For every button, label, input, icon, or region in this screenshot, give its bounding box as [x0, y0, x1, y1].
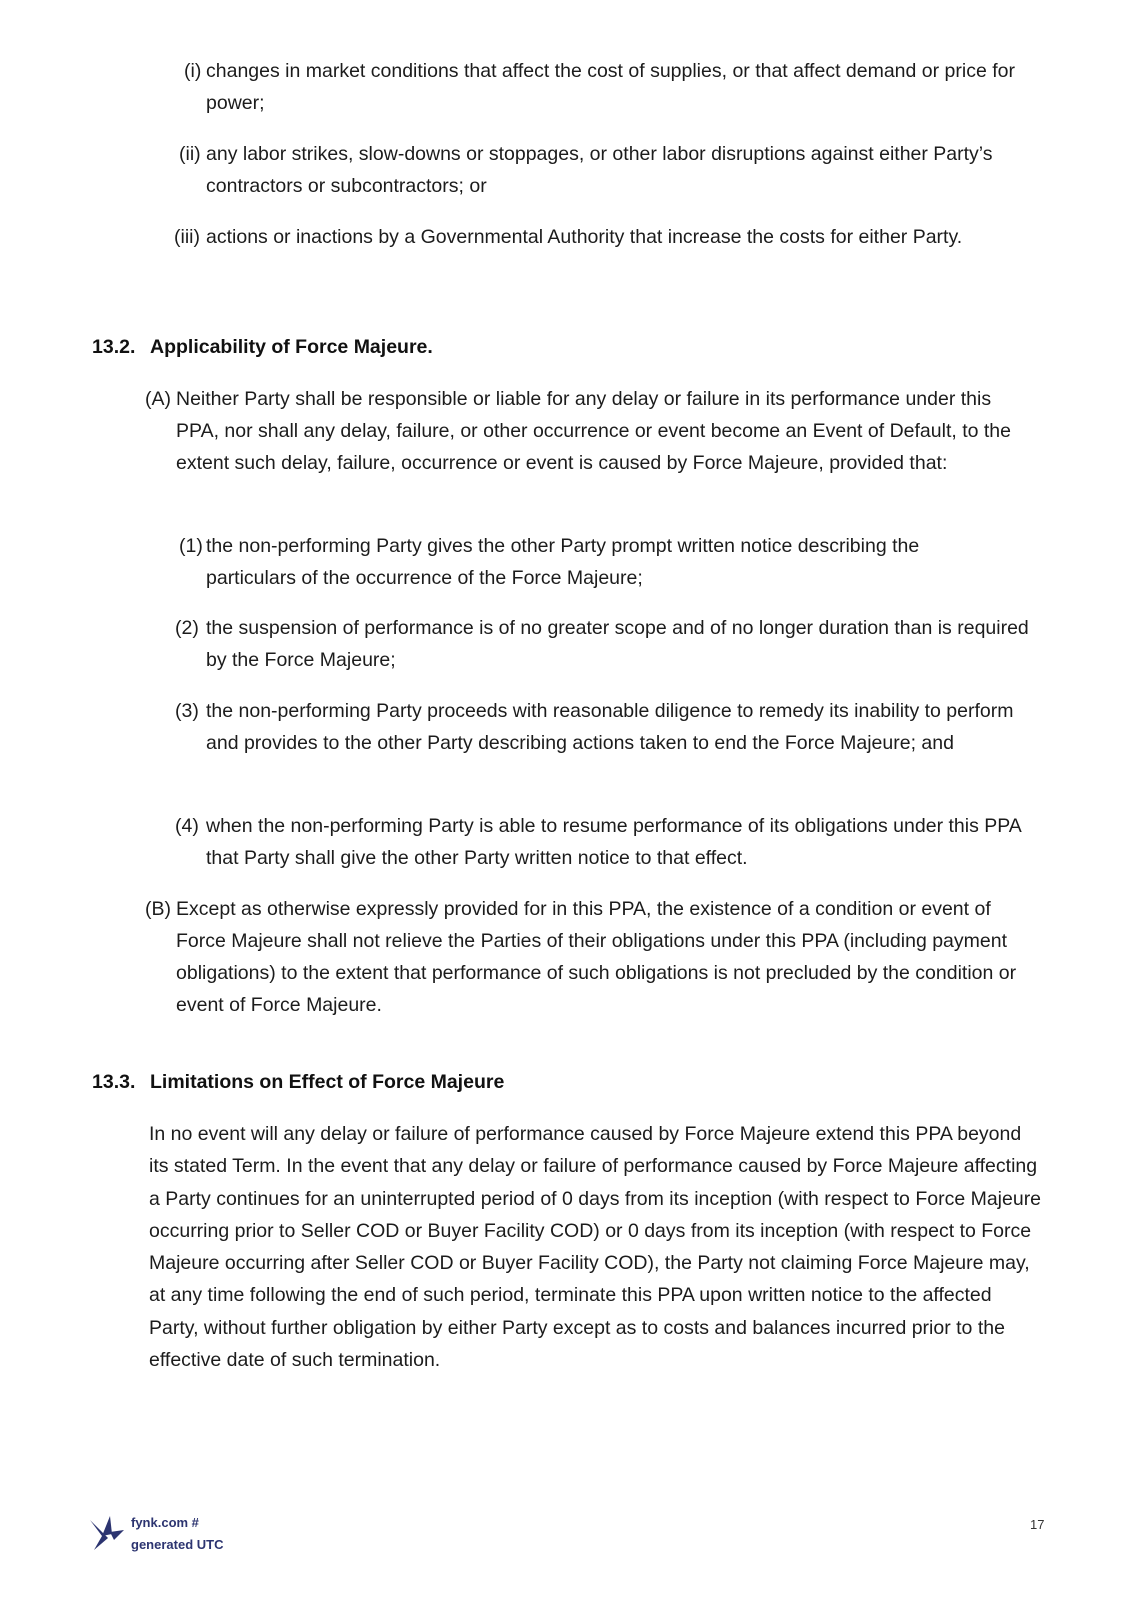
clause-a	[145, 383, 1025, 479]
footer-text	[131, 1512, 223, 1556]
section-title: Applicability of Force Majeure.	[150, 336, 433, 358]
sub-clause	[175, 695, 1035, 759]
list-item	[184, 55, 1034, 119]
sub-clause	[179, 530, 1034, 594]
item-number: (ii)	[179, 143, 201, 165]
footer-line-1: fynk.com #	[131, 1515, 199, 1530]
sub-clause-text: the suspension of performance is of no greater scope and of no longer duration than is required by the Force Majeure;	[206, 617, 1029, 671]
sub-clause-text: the non-performing Party proceeds with reasonable diligence to remedy its inability to perform and provides to the other Party describing actions taken to end the Force Majeure; and	[206, 700, 1014, 754]
clause-b	[145, 893, 1025, 1021]
sub-clause-number: (4)	[175, 815, 199, 837]
page-number: 17	[1030, 1517, 1045, 1532]
sub-clause	[175, 612, 1035, 676]
item-text: changes in market conditions that affect the cost of supplies, or that affect demand or price for power;	[206, 60, 1015, 114]
item-text: any labor strikes, slow-downs or stoppages, or other labor disruptions against either Party’s contractors or subcontractors; or	[206, 143, 993, 197]
clause-text: Except as otherwise expressly provided for in this PPA, the existence of a condition or event of Force Majeure shall not relieve the Parties of their obligations under this PPA (including payment obligations) to the extent that performance of such obligations is not precluded by the condition or event of Force Majeure.	[176, 898, 1017, 1016]
item-text: actions or inactions by a Governmental Authority that increase the costs for either Party.	[206, 226, 963, 248]
section-number: 13.2.	[92, 336, 136, 358]
clause-number: (B)	[145, 898, 171, 920]
section-heading	[92, 333, 433, 361]
clause-text: Neither Party shall be responsible or liable for any delay or failure in its performance under this PPA, nor shall any delay, failure, or other occurrence or event become an Event of Default, to the extent such delay, failure, occurrence or event is caused by Force Majeure, provided that:	[176, 388, 1011, 474]
sub-clause-number: (2)	[175, 617, 199, 639]
clause-number: (A)	[145, 388, 171, 410]
sub-clause-number: (1)	[179, 535, 203, 557]
section-number: 13.3.	[92, 1071, 136, 1093]
sub-clause-number: (3)	[175, 700, 199, 722]
section-title: Limitations on Effect of Force Majeure	[150, 1071, 505, 1093]
sub-clause-text: the non-performing Party gives the other Party prompt written notice describing the particulars of the occurrence of the Force Majeure;	[206, 535, 920, 589]
list-item	[174, 221, 1034, 253]
item-number: (i)	[184, 60, 202, 82]
fynk-logo-icon	[88, 1510, 126, 1552]
list-item	[179, 138, 1034, 202]
section-body: In no event will any delay or failure of performance caused by Force Majeure extend this PPA beyond its stated Term. In the event that any delay or failure of performance caused by Force Majeure affecting a Party continues for an uninterrupted period of 0 days from its inception (with respect to Force Majeure occurring prior to Seller COD or Buyer Facility COD) or 0 days from its inception (with respect to Force Majeure occurring after Seller COD or Buyer Facility COD), the Party not claiming Force Majeure may, at any time following the end of such period, terminate this PPA upon written notice to the affected Party, without further obligation by either Party except as to costs and balances incurred prior to the effective date of such termination.	[149, 1123, 1042, 1372]
item-number: (iii)	[174, 226, 200, 248]
footer-line-2: generated UTC	[131, 1537, 224, 1552]
sub-clause	[175, 810, 1035, 874]
section-heading	[92, 1068, 504, 1096]
sub-clause-text: when the non-performing Party is able to resume performance of its obligations under this PPA that Party shall give the other Party written notice to that effect.	[206, 815, 1021, 869]
